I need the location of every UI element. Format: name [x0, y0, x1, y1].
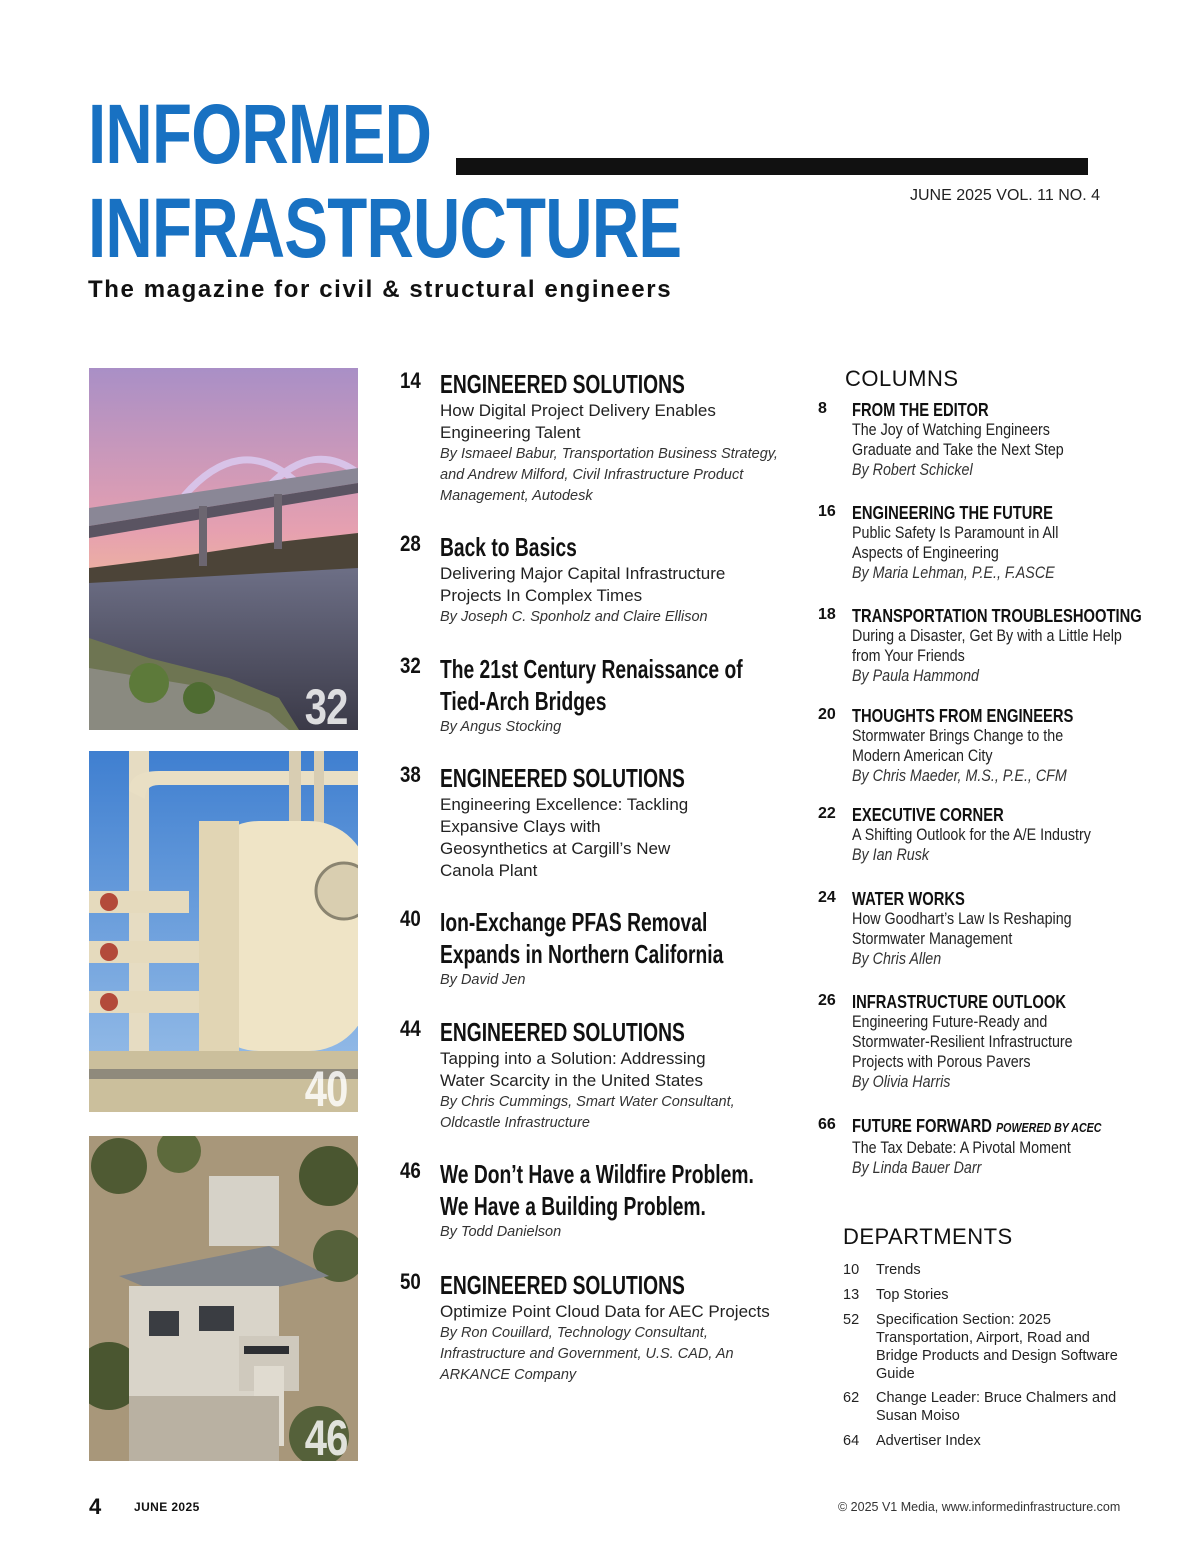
column-description: During a Disaster, Get By with a Little Help from Your Friends — [852, 626, 1122, 665]
issue-info: JUNE 2025 VOL. 11 NO. 4 — [910, 187, 1101, 204]
footer-page-number: 4 — [89, 1494, 102, 1519]
column-heading-suffix: POWERED BY ACEC — [996, 1120, 1102, 1135]
column-heading: WATER WORKS — [852, 889, 965, 909]
feature-byline: By Todd Danielson — [440, 1224, 562, 1240]
departments-list — [843, 1224, 1143, 1449]
column-page-number: 16 — [818, 503, 836, 520]
feature-description: Engineering Excellence: Tackling Expansive Clays with Geosynthetics at Cargill’s New Canola Plant — [440, 795, 689, 880]
feature-page-number: 32 — [400, 653, 421, 678]
column-item[interactable] — [818, 1116, 1138, 1178]
department-item[interactable] — [843, 1389, 1143, 1425]
feature-title: ENGINEERED SOLUTIONS — [440, 763, 685, 793]
column-heading: ENGINEERING THE FUTURE — [852, 503, 1053, 523]
feature-item[interactable] — [400, 762, 810, 882]
feature-description: Optimize Point Cloud Data for AEC Projects — [440, 1302, 770, 1321]
feature-item[interactable] — [400, 368, 810, 507]
feature-byline: By Ron Couillard, Technology Consultant, Infrastructure and Government, U.S. CAD, An ARKANCE Company — [440, 1325, 734, 1383]
feature-item[interactable] — [400, 531, 810, 628]
column-byline: By Chris Allen — [852, 949, 942, 968]
feature-byline: By Ismaeel Babur, Transportation Business Strategy, and Andrew Milford, Civil Infrastructure Product Management, Autodesk — [440, 446, 778, 504]
column-item[interactable] — [818, 805, 1138, 865]
bridge-image — [89, 368, 358, 730]
footer-copyright: © 2025 V1 Media, www.informedinfrastructure.com — [838, 1500, 1121, 1514]
feature-title: Ion-Exchange PFAS Removal Expands in Northern California — [440, 907, 724, 969]
department-item[interactable] — [843, 1432, 1143, 1450]
photo-bridge[interactable] — [89, 368, 358, 730]
feature-page-number: 28 — [400, 531, 421, 556]
feature-byline: By Angus Stocking — [440, 719, 562, 735]
column-item[interactable] — [818, 503, 1138, 583]
columns-list — [818, 366, 1148, 1177]
feature-item[interactable] — [400, 653, 810, 738]
feature-description: Delivering Major Capital Infrastructure Projects In Complex Times — [440, 564, 726, 605]
photo-page-number: 46 — [305, 1410, 348, 1461]
column-description: Engineering Future-Ready and Stormwater-Resilient Infrastructure Projects with Porous Pavers — [852, 1012, 1073, 1071]
feature-title: ENGINEERED SOLUTIONS — [440, 1270, 685, 1300]
column-byline: By Linda Bauer Darr — [852, 1158, 982, 1177]
department-title: Specification Section: 2025 Transportation, Airport, Road and Bridge Products and Design Software Guide — [876, 1312, 1118, 1382]
column-item[interactable] — [818, 889, 1138, 969]
column-item[interactable] — [818, 606, 1142, 686]
column-page-number: 8 — [818, 400, 827, 417]
columns-label: COLUMNS — [845, 366, 959, 391]
column-byline: By Olivia Harris — [852, 1072, 951, 1091]
column-page-number: 24 — [818, 889, 836, 906]
column-description: A Shifting Outlook for the A/E Industry — [852, 825, 1091, 844]
feature-title: Back to Basics — [440, 532, 577, 562]
feature-byline: By Joseph C. Sponholz and Claire Ellison — [440, 609, 708, 625]
photo-page-number: 40 — [305, 1061, 348, 1112]
column-byline: By Maria Lehman, P.E., F.ASCE — [852, 563, 1055, 582]
department-item[interactable] — [843, 1261, 1143, 1279]
department-page-number: 64 — [843, 1433, 860, 1449]
photo-wildfire-home[interactable] — [89, 1136, 358, 1461]
feature-title: The 21st Century Renaissance of Tied-Arch Bridges — [440, 654, 743, 716]
column-item[interactable] — [818, 706, 1138, 786]
feature-description: How Digital Project Delivery Enables Engineering Talent — [440, 401, 716, 442]
masthead-title-line2: INFRASTRUCTURE — [88, 181, 682, 275]
footer-date: JUNE 2025 — [134, 1500, 200, 1514]
feature-page-number: 46 — [400, 1158, 421, 1183]
feature-page-number: 14 — [400, 368, 421, 393]
column-page-number: 20 — [818, 706, 836, 723]
column-item[interactable] — [818, 992, 1138, 1092]
column-description: How Goodhart’s Law Is Reshaping Stormwater Management — [852, 909, 1072, 948]
feature-item[interactable] — [400, 1158, 810, 1243]
column-byline: By Chris Maeder, M.S., P.E., CFM — [852, 766, 1067, 785]
column-heading: FROM THE EDITOR — [852, 400, 989, 420]
column-page-number: 26 — [818, 992, 836, 1009]
masthead — [88, 87, 1101, 312]
column-byline: By Robert Schickel — [852, 460, 973, 479]
department-item[interactable] — [843, 1286, 1143, 1304]
masthead-rule — [456, 158, 1088, 175]
feature-byline: By David Jen — [440, 972, 526, 988]
feature-description: Tapping into a Solution: Addressing Water Scarcity in the United States — [440, 1049, 706, 1090]
plant-image — [89, 751, 358, 1112]
photo-pfas-plant[interactable] — [89, 751, 358, 1112]
department-page-number: 62 — [843, 1390, 860, 1406]
feature-item[interactable] — [400, 1016, 810, 1134]
column-heading: FUTURE FORWARD POWERED BY ACEC — [852, 1116, 1102, 1136]
department-title: Trends — [876, 1262, 921, 1278]
feature-title: We Don’t Have a Wildfire Problem. We Have a Building Problem. — [440, 1159, 754, 1221]
column-byline: By Ian Rusk — [852, 845, 929, 864]
column-byline: By Paula Hammond — [852, 666, 979, 685]
department-page-number: 13 — [843, 1287, 860, 1303]
feature-page-number: 50 — [400, 1269, 421, 1294]
departments-label: DEPARTMENTS — [843, 1224, 1013, 1249]
tagline: The magazine for civil & structural engineers — [88, 276, 673, 303]
department-title: Advertiser Index — [876, 1433, 981, 1449]
feature-item[interactable] — [400, 1269, 810, 1386]
feature-page-number: 40 — [400, 906, 421, 931]
feature-page-number: 44 — [400, 1016, 421, 1041]
column-heading: INFRASTRUCTURE OUTLOOK — [852, 992, 1067, 1012]
column-page-number: 18 — [818, 606, 836, 623]
column-description: The Joy of Watching Engineers Graduate and Take the Next Step — [852, 420, 1064, 459]
department-page-number: 52 — [843, 1312, 860, 1328]
column-heading: EXECUTIVE CORNER — [852, 805, 1004, 825]
column-heading: TRANSPORTATION TROUBLESHOOTING — [852, 606, 1142, 626]
column-description: Stormwater Brings Change to the Modern American City — [852, 726, 1064, 765]
feature-page-number: 38 — [400, 762, 421, 787]
column-heading: THOUGHTS FROM ENGINEERS — [852, 706, 1074, 726]
column-page-number: 66 — [818, 1116, 836, 1133]
feature-item[interactable] — [400, 906, 810, 991]
feature-byline: By Chris Cummings, Smart Water Consultant, Oldcastle Infrastructure — [440, 1094, 735, 1131]
feature-title: ENGINEERED SOLUTIONS — [440, 369, 685, 399]
department-item[interactable] — [843, 1311, 1143, 1383]
column-description: The Tax Debate: A Pivotal Moment — [852, 1138, 1071, 1157]
department-title: Top Stories — [876, 1287, 949, 1303]
department-page-number: 10 — [843, 1262, 860, 1278]
column-item[interactable] — [818, 400, 1138, 480]
column-page-number: 22 — [818, 805, 836, 822]
photo-page-number: 32 — [305, 679, 348, 730]
masthead-title-line1: INFORMED — [88, 87, 432, 181]
department-title: Change Leader: Bruce Chalmers and Susan Moiso — [876, 1390, 1117, 1424]
column-description: Public Safety Is Paramount in All Aspects of Engineering — [852, 523, 1059, 562]
feature-title: ENGINEERED SOLUTIONS — [440, 1017, 685, 1047]
